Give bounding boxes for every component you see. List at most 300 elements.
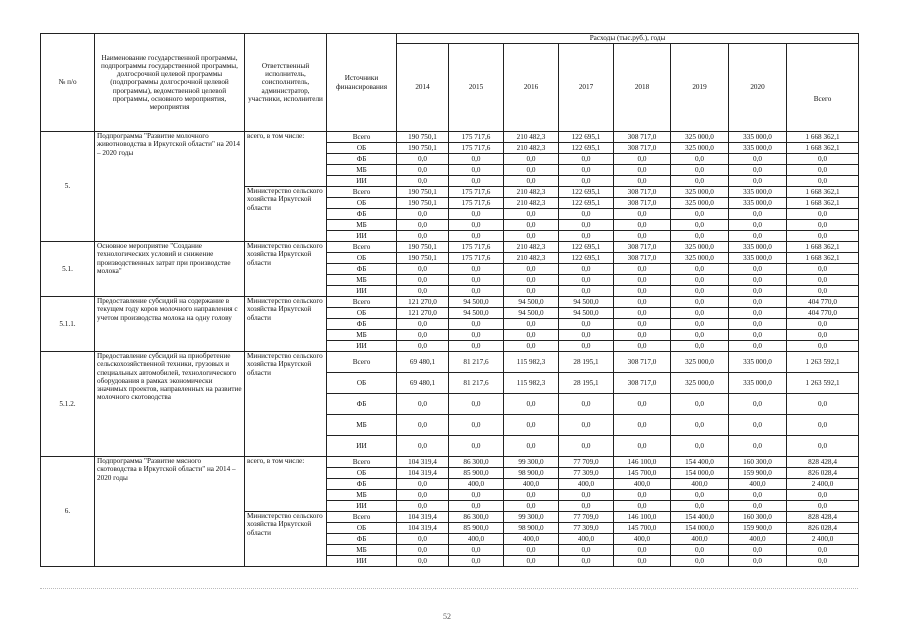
amount-cell: 0,0 xyxy=(504,165,559,176)
funding-source: ФБ xyxy=(327,209,397,220)
section-number: 5.1.1. xyxy=(41,297,95,352)
total-cell: 0,0 xyxy=(787,176,859,187)
amount-cell: 0,0 xyxy=(614,275,671,286)
amount-cell: 159 900,0 xyxy=(729,468,787,479)
amount-cell: 159 900,0 xyxy=(729,523,787,534)
amount-cell: 0,0 xyxy=(449,264,504,275)
amount-cell: 308 717,0 xyxy=(614,242,671,253)
amount-cell: 308 717,0 xyxy=(614,373,671,394)
amount-cell: 77 709,0 xyxy=(559,512,614,523)
amount-cell: 0,0 xyxy=(397,220,449,231)
amount-cell: 94 500,0 xyxy=(449,308,504,319)
total-cell: 0,0 xyxy=(787,545,859,556)
amount-cell: 0,0 xyxy=(559,275,614,286)
amount-cell: 69 480,1 xyxy=(397,352,449,373)
amount-cell: 0,0 xyxy=(504,490,559,501)
amount-cell: 0,0 xyxy=(729,165,787,176)
total-cell: 404 770,0 xyxy=(787,297,859,308)
amount-cell: 86 300,0 xyxy=(449,512,504,523)
funding-source: ФБ xyxy=(327,319,397,330)
amount-cell: 0,0 xyxy=(614,154,671,165)
amount-cell: 98 900,0 xyxy=(504,468,559,479)
amount-cell: 308 717,0 xyxy=(614,352,671,373)
header-year: 2018 xyxy=(614,44,671,132)
amount-cell: 400,0 xyxy=(504,534,559,545)
amount-cell: 0,0 xyxy=(397,501,449,512)
amount-cell: 175 717,6 xyxy=(449,253,504,264)
funding-source: ОБ xyxy=(327,468,397,479)
amount-cell: 0,0 xyxy=(397,341,449,352)
amount-cell: 190 750,1 xyxy=(397,253,449,264)
amount-cell: 0,0 xyxy=(671,330,729,341)
amount-cell: 0,0 xyxy=(397,394,449,415)
funding-source: ОБ xyxy=(327,143,397,154)
section-description: Основное мероприятие "Создание технологических условий и снижение производственных затрат при производстве молока" xyxy=(95,242,245,297)
amount-cell: 0,0 xyxy=(614,436,671,457)
total-cell: 1 668 362,1 xyxy=(787,143,859,154)
amount-cell: 0,0 xyxy=(614,556,671,567)
total-cell: 0,0 xyxy=(787,165,859,176)
amount-cell: 190 750,1 xyxy=(397,132,449,143)
responsible-executor: Министерство сельского хозяйства Иркутской области xyxy=(245,352,327,457)
amount-cell: 0,0 xyxy=(729,436,787,457)
amount-cell: 0,0 xyxy=(559,209,614,220)
amount-cell: 0,0 xyxy=(614,319,671,330)
amount-cell: 0,0 xyxy=(449,231,504,242)
amount-cell: 0,0 xyxy=(729,490,787,501)
amount-cell: 0,0 xyxy=(397,165,449,176)
amount-cell: 400,0 xyxy=(671,479,729,490)
amount-cell: 0,0 xyxy=(504,275,559,286)
funding-source: МБ xyxy=(327,275,397,286)
amount-cell: 0,0 xyxy=(614,264,671,275)
total-cell: 2 400,0 xyxy=(787,534,859,545)
amount-cell: 190 750,1 xyxy=(397,198,449,209)
amount-cell: 325 000,0 xyxy=(671,253,729,264)
section-number: 6. xyxy=(41,457,95,567)
amount-cell: 0,0 xyxy=(397,319,449,330)
funding-source: Всего xyxy=(327,187,397,198)
amount-cell: 0,0 xyxy=(614,220,671,231)
amount-cell: 335 000,0 xyxy=(729,143,787,154)
amount-cell: 0,0 xyxy=(504,176,559,187)
amount-cell: 0,0 xyxy=(449,545,504,556)
amount-cell: 81 217,6 xyxy=(449,352,504,373)
amount-cell: 0,0 xyxy=(671,231,729,242)
amount-cell: 0,0 xyxy=(397,231,449,242)
amount-cell: 0,0 xyxy=(671,220,729,231)
total-cell: 1 263 592,1 xyxy=(787,352,859,373)
amount-cell: 0,0 xyxy=(449,436,504,457)
amount-cell: 0,0 xyxy=(614,286,671,297)
amount-cell: 0,0 xyxy=(671,308,729,319)
amount-cell: 0,0 xyxy=(397,264,449,275)
amount-cell: 0,0 xyxy=(559,231,614,242)
section-description: Подпрограмма "Развитие мясного скотоводства в Иркутской области" на 2014 – 2020 годы xyxy=(95,457,245,567)
funding-source: ОБ xyxy=(327,373,397,394)
amount-cell: 0,0 xyxy=(729,330,787,341)
table-row xyxy=(41,352,859,373)
amount-cell: 0,0 xyxy=(614,490,671,501)
amount-cell: 0,0 xyxy=(449,220,504,231)
amount-cell: 0,0 xyxy=(397,479,449,490)
amount-cell: 115 982,3 xyxy=(504,352,559,373)
amount-cell: 94 500,0 xyxy=(449,297,504,308)
amount-cell: 145 700,0 xyxy=(614,468,671,479)
amount-cell: 308 717,0 xyxy=(614,132,671,143)
amount-cell: 308 717,0 xyxy=(614,253,671,264)
amount-cell: 210 482,3 xyxy=(504,253,559,264)
amount-cell: 400,0 xyxy=(449,534,504,545)
amount-cell: 0,0 xyxy=(504,341,559,352)
amount-cell: 308 717,0 xyxy=(614,198,671,209)
section-number: 5.1.2. xyxy=(41,352,95,457)
amount-cell: 400,0 xyxy=(671,534,729,545)
amount-cell: 0,0 xyxy=(671,176,729,187)
amount-cell: 175 717,6 xyxy=(449,187,504,198)
amount-cell: 0,0 xyxy=(397,330,449,341)
amount-cell: 0,0 xyxy=(614,415,671,436)
header-year: 2017 xyxy=(559,44,614,132)
funding-source: ОБ xyxy=(327,308,397,319)
funding-source: ОБ xyxy=(327,253,397,264)
amount-cell: 0,0 xyxy=(671,341,729,352)
header-responsible: Ответственный исполнитель, соисполнитель, администратор, участники, исполнители xyxy=(245,34,327,132)
total-cell: 0,0 xyxy=(787,275,859,286)
amount-cell: 0,0 xyxy=(559,264,614,275)
amount-cell: 0,0 xyxy=(504,556,559,567)
funding-source: Всего xyxy=(327,457,397,468)
funding-source: ИИ xyxy=(327,231,397,242)
amount-cell: 0,0 xyxy=(559,394,614,415)
amount-cell: 0,0 xyxy=(671,275,729,286)
amount-cell: 0,0 xyxy=(504,286,559,297)
amount-cell: 0,0 xyxy=(449,394,504,415)
amount-cell: 210 482,3 xyxy=(504,198,559,209)
total-cell: 0,0 xyxy=(787,220,859,231)
scan-divider xyxy=(40,588,858,589)
section-number: 5.1. xyxy=(41,242,95,297)
amount-cell: 0,0 xyxy=(397,534,449,545)
funding-source: Всего xyxy=(327,512,397,523)
amount-cell: 0,0 xyxy=(729,556,787,567)
total-cell: 0,0 xyxy=(787,319,859,330)
amount-cell: 0,0 xyxy=(504,436,559,457)
amount-cell: 0,0 xyxy=(614,308,671,319)
amount-cell: 335 000,0 xyxy=(729,198,787,209)
amount-cell: 0,0 xyxy=(729,545,787,556)
total-cell: 0,0 xyxy=(787,341,859,352)
funding-source: Всего xyxy=(327,242,397,253)
total-cell: 1 668 362,1 xyxy=(787,187,859,198)
total-cell: 828 428,4 xyxy=(787,457,859,468)
amount-cell: 210 482,3 xyxy=(504,143,559,154)
funding-source: ОБ xyxy=(327,523,397,534)
amount-cell: 98 900,0 xyxy=(504,523,559,534)
total-cell: 2 400,0 xyxy=(787,479,859,490)
table-row xyxy=(41,457,859,468)
amount-cell: 0,0 xyxy=(729,394,787,415)
amount-cell: 0,0 xyxy=(504,394,559,415)
amount-cell: 0,0 xyxy=(559,330,614,341)
amount-cell: 154 000,0 xyxy=(671,523,729,534)
funding-source: ИИ xyxy=(327,436,397,457)
amount-cell: 0,0 xyxy=(614,545,671,556)
amount-cell: 104 319,4 xyxy=(397,457,449,468)
amount-cell: 0,0 xyxy=(397,286,449,297)
amount-cell: 0,0 xyxy=(449,275,504,286)
amount-cell: 0,0 xyxy=(559,220,614,231)
amount-cell: 0,0 xyxy=(449,319,504,330)
total-cell: 0,0 xyxy=(787,231,859,242)
amount-cell: 0,0 xyxy=(614,231,671,242)
amount-cell: 0,0 xyxy=(397,545,449,556)
amount-cell: 0,0 xyxy=(559,165,614,176)
amount-cell: 0,0 xyxy=(559,436,614,457)
total-cell: 0,0 xyxy=(787,209,859,220)
amount-cell: 0,0 xyxy=(729,275,787,286)
amount-cell: 335 000,0 xyxy=(729,373,787,394)
amount-cell: 121 270,0 xyxy=(397,308,449,319)
amount-cell: 0,0 xyxy=(397,556,449,567)
section-number: 5. xyxy=(41,132,95,242)
amount-cell: 0,0 xyxy=(671,286,729,297)
amount-cell: 0,0 xyxy=(729,264,787,275)
funding-source: Всего xyxy=(327,352,397,373)
amount-cell: 400,0 xyxy=(449,479,504,490)
total-cell: 0,0 xyxy=(787,264,859,275)
amount-cell: 325 000,0 xyxy=(671,198,729,209)
amount-cell: 308 717,0 xyxy=(614,143,671,154)
amount-cell: 0,0 xyxy=(397,176,449,187)
responsible-executor: всего, в том числе: xyxy=(245,132,327,187)
amount-cell: 0,0 xyxy=(671,545,729,556)
amount-cell: 0,0 xyxy=(729,341,787,352)
responsible-executor: Министерство сельского хозяйства Иркутской области xyxy=(245,297,327,352)
amount-cell: 0,0 xyxy=(671,165,729,176)
amount-cell: 0,0 xyxy=(671,501,729,512)
amount-cell: 0,0 xyxy=(449,165,504,176)
table-row xyxy=(41,132,859,143)
amount-cell: 77 309,0 xyxy=(559,468,614,479)
funding-source: МБ xyxy=(327,220,397,231)
amount-cell: 69 480,1 xyxy=(397,373,449,394)
header-year: 2019 xyxy=(671,44,729,132)
header-name: Наименование государственной программы, подпрограммы государственной программы, долгосрочной целевой программы (подпрограммы долгосрочной целевой программы), ведомственной целевой программы, основного мероприятия, мероприятия xyxy=(95,34,245,132)
amount-cell: 190 750,1 xyxy=(397,187,449,198)
amount-cell: 121 270,0 xyxy=(397,297,449,308)
amount-cell: 0,0 xyxy=(449,176,504,187)
amount-cell: 0,0 xyxy=(397,436,449,457)
amount-cell: 0,0 xyxy=(559,341,614,352)
amount-cell: 94 500,0 xyxy=(504,308,559,319)
amount-cell: 0,0 xyxy=(614,394,671,415)
page-number: 52 xyxy=(443,612,451,621)
table-row xyxy=(41,242,859,253)
amount-cell: 0,0 xyxy=(614,297,671,308)
section-description: Предоставление субсидий на приобретение сельскохозяйственной техники, грузовых и специальных автомобилей, технологического оборудования в рамках экономически значимых проектов, направленных на развитие молочного скотоводства xyxy=(95,352,245,457)
funding-source: МБ xyxy=(327,545,397,556)
amount-cell: 99 300,0 xyxy=(504,512,559,523)
amount-cell: 122 695,1 xyxy=(559,187,614,198)
amount-cell: 115 982,3 xyxy=(504,373,559,394)
amount-cell: 0,0 xyxy=(449,330,504,341)
header-expenses: Расходы (тыс.руб.), годы xyxy=(397,34,859,44)
amount-cell: 122 695,1 xyxy=(559,143,614,154)
amount-cell: 325 000,0 xyxy=(671,187,729,198)
amount-cell: 400,0 xyxy=(614,534,671,545)
amount-cell: 0,0 xyxy=(449,490,504,501)
total-cell: 404 770,0 xyxy=(787,308,859,319)
amount-cell: 122 695,1 xyxy=(559,198,614,209)
amount-cell: 0,0 xyxy=(559,545,614,556)
header-year: 2020 xyxy=(729,44,787,132)
amount-cell: 0,0 xyxy=(729,209,787,220)
amount-cell: 175 717,6 xyxy=(449,143,504,154)
amount-cell: 0,0 xyxy=(614,176,671,187)
amount-cell: 175 717,6 xyxy=(449,242,504,253)
amount-cell: 0,0 xyxy=(397,209,449,220)
funding-source: ИИ xyxy=(327,556,397,567)
amount-cell: 0,0 xyxy=(559,415,614,436)
amount-cell: 104 319,4 xyxy=(397,468,449,479)
responsible-executor: Министерство сельского хозяйства Иркутской области xyxy=(245,242,327,297)
amount-cell: 0,0 xyxy=(671,264,729,275)
total-cell: 1 263 592,1 xyxy=(787,373,859,394)
funding-source: ФБ xyxy=(327,394,397,415)
amount-cell: 77 309,0 xyxy=(559,523,614,534)
amount-cell: 335 000,0 xyxy=(729,187,787,198)
amount-cell: 0,0 xyxy=(671,436,729,457)
amount-cell: 0,0 xyxy=(729,220,787,231)
amount-cell: 154 400,0 xyxy=(671,512,729,523)
total-cell: 0,0 xyxy=(787,154,859,165)
amount-cell: 0,0 xyxy=(397,154,449,165)
amount-cell: 0,0 xyxy=(671,556,729,567)
amount-cell: 104 319,4 xyxy=(397,512,449,523)
amount-cell: 0,0 xyxy=(397,490,449,501)
funding-source: МБ xyxy=(327,165,397,176)
amount-cell: 0,0 xyxy=(449,415,504,436)
amount-cell: 86 300,0 xyxy=(449,457,504,468)
amount-cell: 94 500,0 xyxy=(559,297,614,308)
amount-cell: 0,0 xyxy=(559,501,614,512)
funding-source: МБ xyxy=(327,330,397,341)
amount-cell: 190 750,1 xyxy=(397,143,449,154)
total-cell: 0,0 xyxy=(787,394,859,415)
amount-cell: 400,0 xyxy=(729,534,787,545)
amount-cell: 94 500,0 xyxy=(504,297,559,308)
total-cell: 0,0 xyxy=(787,286,859,297)
amount-cell: 0,0 xyxy=(729,501,787,512)
amount-cell: 0,0 xyxy=(559,176,614,187)
amount-cell: 400,0 xyxy=(559,534,614,545)
amount-cell: 0,0 xyxy=(614,330,671,341)
header-year: 2016 xyxy=(504,44,559,132)
total-cell: 1 668 362,1 xyxy=(787,132,859,143)
total-cell: 0,0 xyxy=(787,501,859,512)
amount-cell: 0,0 xyxy=(559,154,614,165)
amount-cell: 0,0 xyxy=(559,556,614,567)
amount-cell: 81 217,6 xyxy=(449,373,504,394)
amount-cell: 400,0 xyxy=(729,479,787,490)
amount-cell: 122 695,1 xyxy=(559,253,614,264)
amount-cell: 0,0 xyxy=(504,264,559,275)
funding-source: ФБ xyxy=(327,264,397,275)
amount-cell: 85 900,0 xyxy=(449,468,504,479)
amount-cell: 325 000,0 xyxy=(671,352,729,373)
amount-cell: 0,0 xyxy=(614,165,671,176)
amount-cell: 190 750,1 xyxy=(397,242,449,253)
amount-cell: 175 717,6 xyxy=(449,198,504,209)
amount-cell: 0,0 xyxy=(504,220,559,231)
amount-cell: 0,0 xyxy=(504,209,559,220)
funding-source: ФБ xyxy=(327,479,397,490)
funding-source: ФБ xyxy=(327,534,397,545)
header-number: № п/о xyxy=(41,34,95,132)
funding-source: Всего xyxy=(327,297,397,308)
amount-cell: 104 319,4 xyxy=(397,523,449,534)
responsible-executor: всего, в том числе: xyxy=(245,457,327,512)
amount-cell: 0,0 xyxy=(729,319,787,330)
amount-cell: 325 000,0 xyxy=(671,143,729,154)
amount-cell: 0,0 xyxy=(614,341,671,352)
total-cell: 1 668 362,1 xyxy=(787,198,859,209)
amount-cell: 335 000,0 xyxy=(729,253,787,264)
amount-cell: 145 700,0 xyxy=(614,523,671,534)
amount-cell: 210 482,3 xyxy=(504,187,559,198)
amount-cell: 0,0 xyxy=(449,341,504,352)
total-cell: 0,0 xyxy=(787,436,859,457)
header-total: Всего xyxy=(787,44,859,132)
funding-source: ФБ xyxy=(327,154,397,165)
amount-cell: 0,0 xyxy=(614,209,671,220)
amount-cell: 160 300,0 xyxy=(729,512,787,523)
amount-cell: 400,0 xyxy=(504,479,559,490)
amount-cell: 0,0 xyxy=(671,297,729,308)
total-cell: 0,0 xyxy=(787,490,859,501)
responsible-executor: Министерство сельского хозяйства Иркутской области xyxy=(245,187,327,242)
budget-table xyxy=(40,33,859,567)
total-cell: 0,0 xyxy=(787,330,859,341)
amount-cell: 335 000,0 xyxy=(729,132,787,143)
responsible-executor: Министерство сельского хозяйства Иркутской области xyxy=(245,512,327,567)
amount-cell: 0,0 xyxy=(671,415,729,436)
funding-source: Всего xyxy=(327,132,397,143)
amount-cell: 0,0 xyxy=(504,154,559,165)
amount-cell: 0,0 xyxy=(671,154,729,165)
amount-cell: 308 717,0 xyxy=(614,187,671,198)
amount-cell: 0,0 xyxy=(504,415,559,436)
funding-source: ОБ xyxy=(327,198,397,209)
funding-source: ИИ xyxy=(327,341,397,352)
table-body xyxy=(41,132,859,567)
amount-cell: 0,0 xyxy=(504,231,559,242)
amount-cell: 175 717,6 xyxy=(449,132,504,143)
total-cell: 1 668 362,1 xyxy=(787,242,859,253)
amount-cell: 0,0 xyxy=(449,501,504,512)
amount-cell: 85 900,0 xyxy=(449,523,504,534)
amount-cell: 146 100,0 xyxy=(614,512,671,523)
table-row xyxy=(41,297,859,308)
amount-cell: 0,0 xyxy=(449,556,504,567)
amount-cell: 0,0 xyxy=(729,308,787,319)
funding-source: МБ xyxy=(327,490,397,501)
funding-source: ИИ xyxy=(327,286,397,297)
total-cell: 828 428,4 xyxy=(787,512,859,523)
header-year: 2014 xyxy=(397,44,449,132)
total-cell: 1 668 362,1 xyxy=(787,253,859,264)
